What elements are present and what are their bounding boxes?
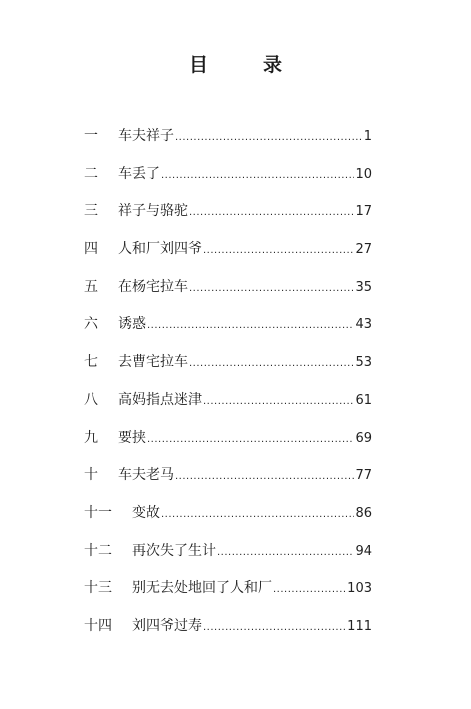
page-number: 43 [355, 317, 372, 333]
chapter-number: 十一 [84, 504, 112, 521]
chapter-number: 六 [84, 316, 98, 333]
toc-entry[interactable] [84, 614, 372, 652]
dot-leader [203, 616, 346, 640]
chapter-number: 七 [84, 354, 98, 371]
toc-entry[interactable] [84, 162, 372, 200]
chapter-number: 五 [84, 278, 98, 295]
chapter-title: 别无去处地回了人和厂 [132, 580, 272, 597]
chapter-title: 车夫祥子 [118, 128, 174, 144]
page-number: 69 [355, 430, 372, 446]
chapter-number: 二 [84, 165, 98, 182]
chapter-number: 九 [84, 429, 98, 446]
chapter-title: 车丢了 [118, 165, 160, 182]
chapter-number: 三 [84, 203, 98, 220]
dot-leader [175, 126, 363, 150]
dot-leader [203, 390, 354, 414]
chapter-number: 十三 [84, 580, 112, 597]
dot-leader [217, 541, 354, 565]
chapter-number: 十二 [84, 542, 112, 559]
page-number: 35 [355, 279, 372, 295]
page-number: 17 [355, 204, 372, 220]
chapter-number: 八 [84, 391, 98, 408]
dot-leader [147, 428, 354, 452]
page-number: 94 [355, 543, 372, 559]
page-number: 103 [347, 581, 372, 597]
chapter-title: 诱惑 [118, 316, 146, 333]
chapter-title: 祥子与骆驼 [118, 203, 188, 220]
chapter-number: 四 [84, 241, 98, 258]
toc-entry[interactable] [84, 463, 372, 501]
chapter-title: 去曹宅拉车 [118, 354, 188, 371]
chapter-title: 车夫老马 [118, 467, 174, 484]
toc-entry[interactable] [84, 501, 372, 539]
chapter-number: 十 [84, 467, 98, 484]
chapter-title: 高妈指点迷津 [118, 391, 202, 408]
page-number: 111 [347, 618, 372, 634]
chapter-title: 在杨宅拉车 [118, 278, 188, 295]
dot-leader [189, 201, 354, 225]
page-number: 61 [355, 392, 372, 408]
page-number: 27 [355, 242, 372, 258]
dot-leader [189, 277, 354, 301]
toc-entry[interactable] [84, 124, 372, 162]
page-number: 77 [355, 468, 372, 484]
dot-leader [175, 465, 354, 489]
toc-entry[interactable] [84, 539, 372, 577]
chapter-title: 人和厂刘四爷 [118, 241, 202, 258]
page-number: 10 [355, 166, 372, 182]
toc-entry[interactable] [84, 312, 372, 350]
toc-entry[interactable] [84, 199, 372, 237]
chapter-title: 刘四爷过寿 [132, 617, 202, 634]
toc-entry[interactable] [84, 237, 372, 275]
chapter-title: 要挟 [118, 429, 146, 446]
chapter-title: 变故 [132, 504, 160, 521]
dot-leader [161, 164, 354, 188]
chapter-number: 十四 [84, 617, 112, 634]
page-title: 目 录 [188, 54, 300, 76]
page-number: 1 [363, 129, 372, 144]
chapter-title: 再次失了生计 [132, 542, 216, 559]
dot-leader [189, 352, 354, 376]
toc-entry[interactable] [84, 426, 372, 464]
dot-leader [203, 239, 354, 263]
toc-entry[interactable] [84, 576, 372, 614]
dot-leader [147, 314, 354, 338]
toc-entry[interactable] [84, 350, 372, 388]
page-number: 86 [355, 505, 372, 521]
toc-list [84, 124, 372, 652]
dot-leader [273, 578, 346, 602]
toc-entry[interactable] [84, 275, 372, 313]
toc-entry[interactable] [84, 388, 372, 426]
chapter-number: 一 [84, 128, 98, 144]
dot-leader [161, 503, 354, 527]
page-number: 53 [355, 355, 372, 371]
